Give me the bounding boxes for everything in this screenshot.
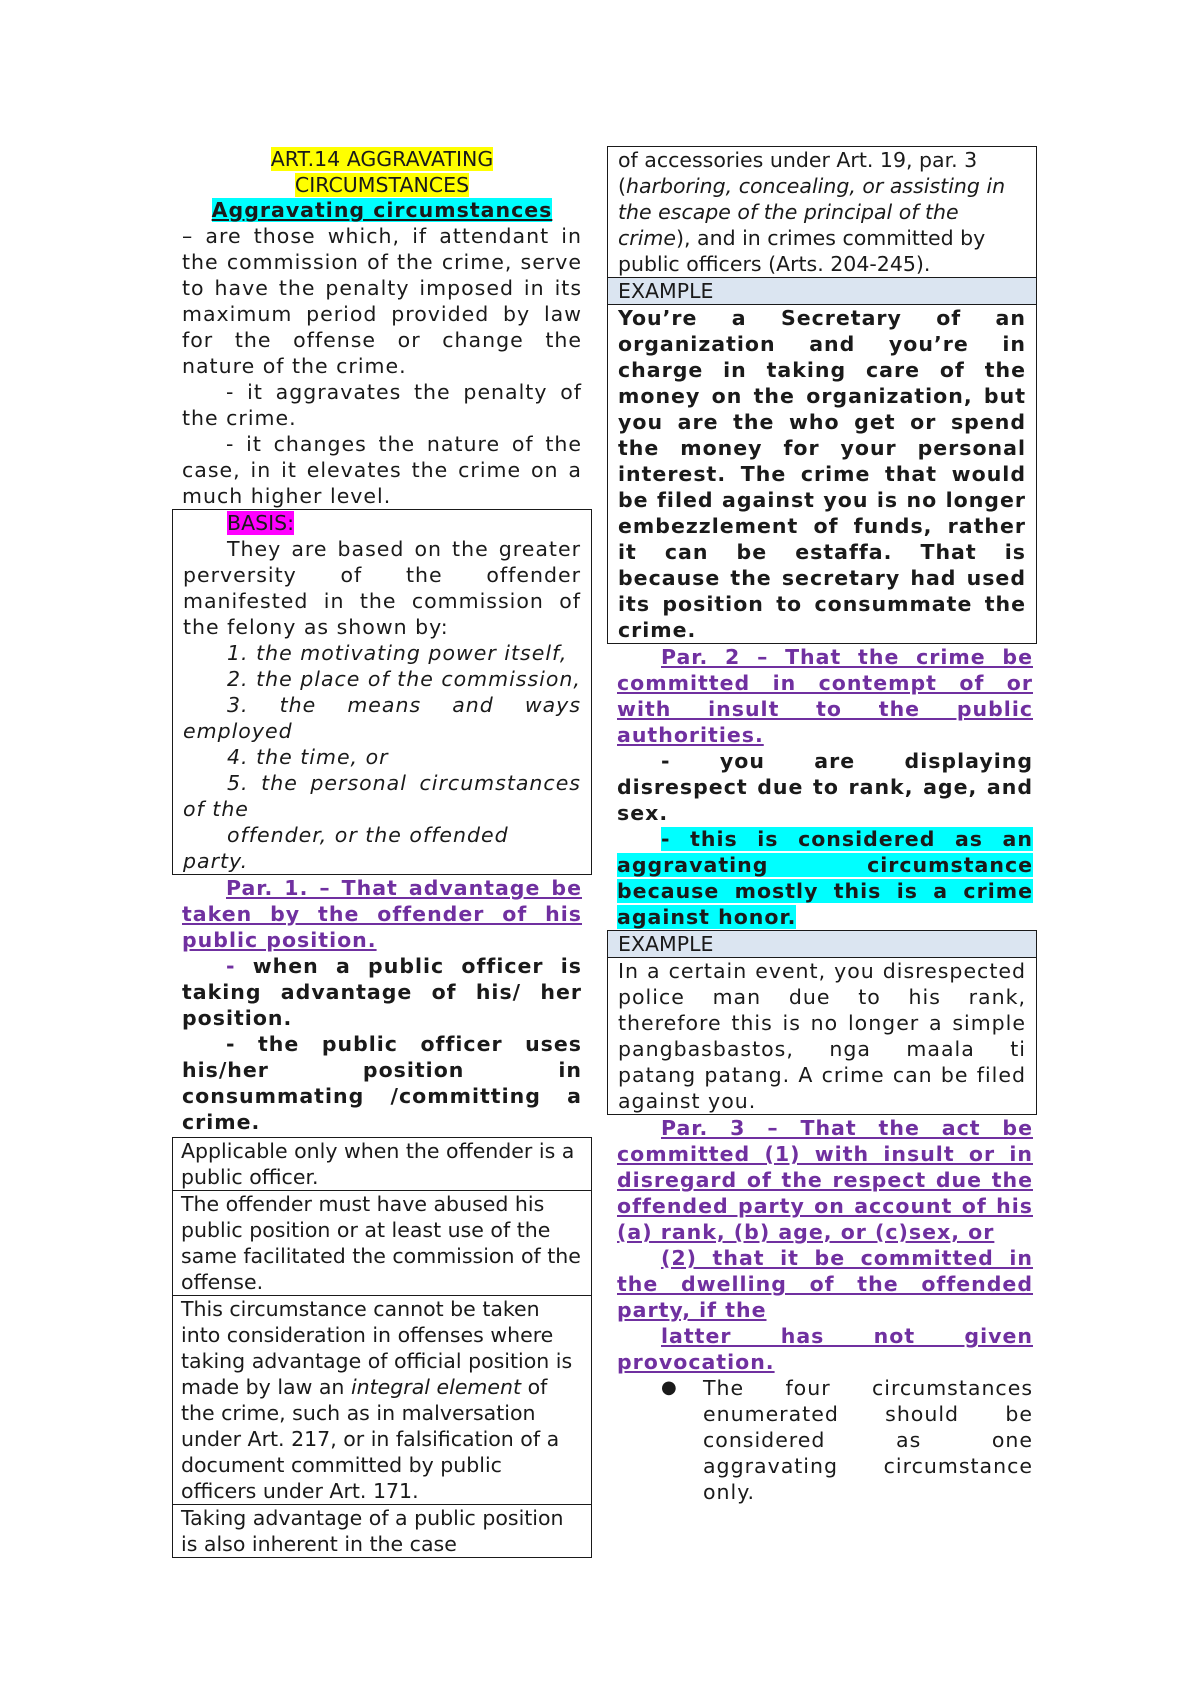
table-row-1-text: Applicable only when the offender is a public officer.	[181, 1139, 575, 1189]
example-1-body	[607, 305, 1037, 644]
example-1-label: EXAMPLE	[607, 277, 1037, 305]
example-2-text: In a certain event, you disrespected police man due to his rank, therefore this is no longer a simple pangbasbastos, nga maala ti patang patang. A crime can be filed against you.	[618, 959, 1026, 1113]
bullet-item	[661, 1375, 1033, 1505]
example-1-text: You’re a Secretary of an organization and you’re in charge in taking care of the money on the organization, but you are the who get or spend the money for your personal interest. The crime that would be filed against you is no longer embezzlement of funds, rather it can be estaffa. That is because the secretary had used its position to consummate the crime.	[618, 306, 1026, 642]
table-row	[172, 1505, 592, 1558]
par1-table	[172, 1137, 592, 1558]
continuation-text	[618, 147, 1026, 277]
par1-heading: Par. 1. – That advantage be taken by the offender of his public position.	[182, 876, 582, 952]
par2-point-2-text: - this is considered as an aggravating circumstance because mostly this is a crime against honor.	[617, 827, 1033, 929]
bullet-icon: ●	[661, 1377, 677, 1398]
example-1-table	[607, 277, 1037, 644]
continuation-box	[607, 146, 1037, 277]
article-title	[182, 146, 582, 198]
point-changes-nature: - it changes the nature of the case, in it elevates the crime on a much higher level.	[182, 432, 582, 508]
right-column	[617, 146, 1033, 1505]
example-2-label: EXAMPLE	[607, 930, 1037, 958]
par1-point-1-dash: -	[226, 954, 236, 978]
basis-item-3: 3. the means and ways employed	[183, 693, 581, 743]
example-2-body	[607, 958, 1037, 1115]
subtitle: Aggravating circumstances	[211, 198, 553, 222]
table-row-3-b: of the crime, such as in malversation under Art. 217, or in falsification of a document committed by public officers under Art. 171.	[181, 1375, 560, 1503]
basis-intro: They are based on the greater perversity of the offender manifested in the commission of the felony as shown by:	[183, 537, 581, 639]
continuation-italic: harboring, concealing, or assisting in the escape of the principal of the crime	[618, 174, 1006, 250]
article-title-line2: CIRCUMSTANCES	[294, 173, 470, 197]
left-column	[182, 146, 582, 1558]
par1-point-1-text: when a public officer is taking advantage of his/ her position.	[182, 954, 582, 1030]
par3-sub-2: latter has not given	[661, 1324, 1033, 1348]
table-row	[172, 1137, 592, 1191]
table-row	[172, 1296, 592, 1505]
par3-heading: Par. 3 – That the act be committed (1) with insult or in disregard of the respect due the offended party on account of his (a) rank, (b) age, or (c)sex, or	[617, 1116, 1033, 1244]
table-row-3-italic: integral element	[350, 1375, 522, 1399]
basis-item-5: 5. the personal circumstances of the	[183, 771, 581, 821]
par3-sub-3: provocation.	[617, 1350, 775, 1374]
definition-paragraph: – are those which, if attendant in the commission of the crime, serve to have the penalty imposed in its maximum period provided by law for the offense or change the nature of the crime.	[182, 224, 582, 378]
par2-point-1: - you are displaying disrespect due to rank, age, and sex.	[617, 749, 1033, 825]
basis-item-2: 2. the place of the commission,	[227, 667, 581, 691]
subtitle-wrap	[182, 197, 582, 223]
basis-item-1: 1. the motivating power itself,	[227, 641, 568, 665]
point-aggravates: - it aggravates the penalty of the crime.	[182, 380, 582, 430]
table-row-3-a: This circumstance cannot be taken into consideration in offenses where taking advantage of official position is made by law an	[181, 1297, 573, 1399]
bullet-text: The four circumstances enumerated should be considered as one aggravating circumstance only.	[703, 1376, 1033, 1504]
par2-heading: Par. 2 – That the crime be committed in contempt of or with insult to the public authorities.	[617, 645, 1033, 747]
basis-item-4: 4. the time, or	[227, 745, 389, 769]
article-title-line1: ART.14 AGGRAVATING	[270, 147, 494, 171]
par3-sub-1: (2) that it be committed in the dwelling of the offended party, if the	[617, 1246, 1033, 1322]
table-row-2-text: The offender must have abused his public position or at least use of the same facilitated the commission of the offense.	[181, 1192, 581, 1294]
par1-point-1	[182, 953, 582, 1031]
basis-box	[172, 509, 592, 875]
par2-point-2	[617, 826, 1033, 930]
table-row-4-text: Taking advantage of a public position is also inherent in the case	[181, 1506, 564, 1556]
basis-item-5-cont: offender, or the offended party.	[183, 823, 509, 873]
basis-label: BASIS:	[227, 511, 295, 535]
continuation-b: ), and in crimes committed by public officers (Arts. 204-245).	[618, 226, 986, 276]
table-row-3-text	[181, 1296, 583, 1504]
continuation-a: of accessories under Art. 19, par. 3 (	[618, 148, 978, 198]
example-2-table	[607, 930, 1037, 1115]
par1-point-2: - the public officer uses his/her position in consummating /committing a crime.	[182, 1032, 582, 1134]
table-row	[172, 1191, 592, 1296]
